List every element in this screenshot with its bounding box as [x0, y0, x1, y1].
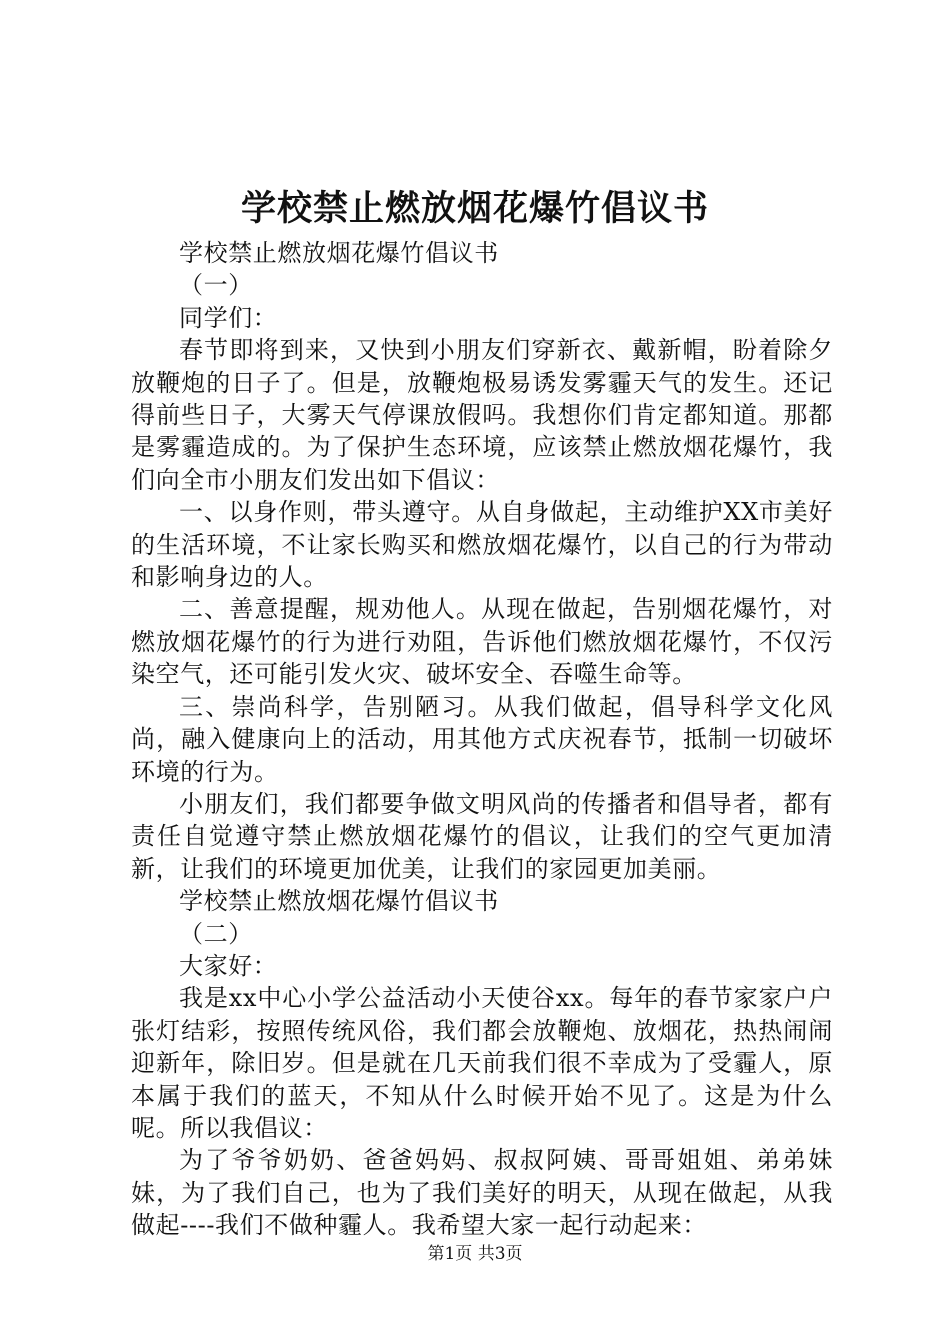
salutation-paragraph: 同学们： — [179, 303, 278, 332]
subtitle-paragraph: 学校禁止燃放烟花爆竹倡议书 — [179, 887, 499, 916]
body-paragraph: 一、以身作则，带头遵守。从自身做起，主动维护XX市美好的生活环境，不让家长购买和燃放烟花爆竹，以自己的行为带动和影响身边的人。 — [131, 498, 833, 592]
body-paragraph: 小朋友们，我们都要争做文明风尚的传播者和倡导者，都有责任自觉遵守禁止燃放烟花爆竹的倡议，让我们的空气更加清新，让我们的环境更加优美，让我们的家园更加美丽。 — [131, 789, 833, 883]
salutation-paragraph: 大家好： — [179, 951, 278, 980]
section-marker-2: （二） — [179, 919, 253, 948]
section-marker-1: （一） — [179, 271, 253, 300]
body-paragraph: 二、善意提醒，规劝他人。从现在做起，告别烟花爆竹，对燃放烟花爆竹的行为进行劝阻，告诉他们燃放烟花爆竹，不仅污染空气，还可能引发火灾、破坏安全、吞噬生命等。 — [131, 595, 833, 689]
body-paragraph: 三、崇尚科学，告别陋习。从我们做起，倡导科学文化风尚，融入健康向上的活动，用其他方式庆祝春节，抵制一切破坏环境的行为。 — [131, 692, 833, 786]
document-body — [131, 237, 833, 1242]
body-paragraph: 春节即将到来，又快到小朋友们穿新衣、戴新帽，盼着除夕放鞭炮的日子了。但是，放鞭炮极易诱发雾霾天气的发生。还记得前些日子，大雾天气停课放假吗。我想你们肯定都知道。那都是雾霾造成的。为了保护生态环境，应该禁止燃放烟花爆竹，我们向全市小朋友们发出如下倡议： — [131, 336, 833, 494]
document-title: 学校禁止燃放烟花爆竹倡议书 — [240, 188, 709, 229]
body-paragraph: 我是xx中心小学公益活动小天使谷xx。每年的春节家家户户张灯结彩，按照传统风俗，我们都会放鞭炮、放烟花，热热闹闹迎新年，除旧岁。但是就在几天前我们很不幸成为了受霾人，原本属于我们的蓝天，不知从什么时候开始不见了。这是为什么呢。所以我倡议： — [131, 984, 833, 1142]
body-paragraph: 为了爷爷奶奶、爸爸妈妈、叔叔阿姨、哥哥姐姐、弟弟妹妹，为了我们自己，也为了我们美好的明天，从现在做起，从我做起----我们不做种霾人。我希望大家一起行动起来： — [131, 1146, 833, 1240]
subtitle-paragraph: 学校禁止燃放烟花爆竹倡议书 — [179, 239, 499, 267]
page-footer: 第1页 共3页 — [427, 1244, 523, 1264]
